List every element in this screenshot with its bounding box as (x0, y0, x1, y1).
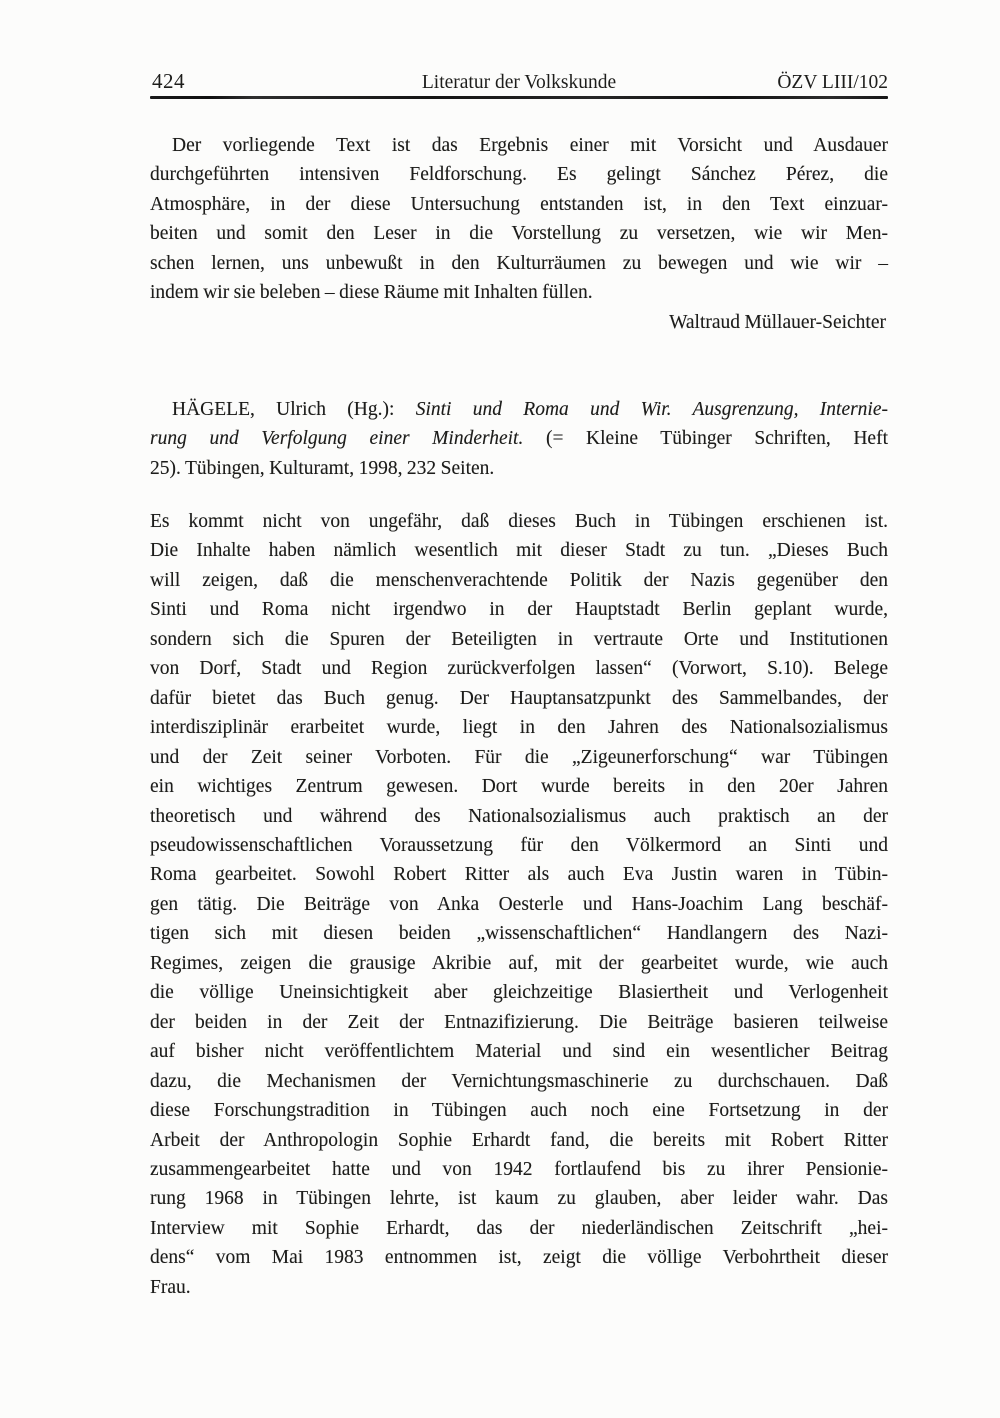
text-line (150, 395, 888, 424)
text-line: beiten und somit den Leser in die Vorstellung zu versetzen, wie wir Men- (150, 223, 888, 245)
text-line: Es kommt nicht von ungefähr, daß dieses Buch in Tübingen erschienen ist. (150, 511, 888, 532)
text-line: Regimes, zeigen die grausige Akribie auf, mit der gearbeitet wurde, wie auch (150, 952, 888, 974)
text-line: der beiden in der Zeit der Entnazifizierung. Die Beiträge basieren teilweise (150, 1011, 888, 1033)
text-line: pseudowissenschaftlichen Voraussetzung für den Völkermord an Sinti und (150, 834, 888, 856)
text-line: die völlige Uneinsichtigkeit aber gleichzeitige Blasiertheit und Verlogenheit (150, 982, 888, 1004)
text-line: indem wir sie beleben – diese Räume mit Inhalten füllen. (150, 282, 593, 304)
page-number: 424 (152, 69, 185, 93)
text-line: diese Forschungstradition in Tübingen auch noch eine Fortsetzung in der (150, 1100, 888, 1122)
citation-author: HÄGELE, Ulrich (Hg.): (172, 399, 416, 420)
citation-series: (= Kleine Tübinger Schriften, Heft (523, 428, 888, 450)
text-line: und der Zeit seiner Vorboten. Für die „Zigeunerforschung“ war Tübingen (150, 746, 888, 768)
text-line: dafür bietet das Buch genug. Der Hauptansatzpunkt des Sammelbandes, der (150, 687, 888, 709)
text-line: auf bisher nicht veröffentlichtem Material und sind ein wesentlicher Beitrag (150, 1041, 888, 1063)
text-line: Interview mit Sophie Erhardt, das der niederländischen Zeitschrift „hei- (150, 1217, 888, 1239)
book-citation (150, 395, 888, 483)
text-line: zusammengearbeitet hatte und von 1942 fortlaufend bis zu ihrer Pensionie- (150, 1158, 888, 1180)
text-line: gen tätig. Die Beiträge von Anka Oesterle und Hans-Joachim Lang beschäf- (150, 893, 888, 915)
text-line: Die Inhalte haben nämlich wesentlich mit dieser Stadt zu tun. „Dieses Buch (150, 540, 888, 562)
text-line: von Dorf, Stadt und Region zurückverfolgen lassen“ (Vorwort, S.10). Belege (150, 658, 888, 680)
text-line: ein wichtiges Zentrum gewesen. Dort wurde bereits in den 20er Jahren (150, 776, 888, 798)
review-body-paragraph (150, 507, 888, 1302)
citation-imprint: 25). Tübingen, Kulturamt, 1998, 232 Seiten. (150, 457, 495, 479)
text-line: Frau. (150, 1276, 191, 1298)
text-line: Der vorliegende Text ist das Ergebnis einer mit Vorsicht und Ausdauer (172, 135, 888, 156)
text-line: tigen sich mit diesen beiden „wissenschaftlichen“ Handlangern des Nazi- (150, 923, 888, 945)
text-line: Atmosphäre, in der diese Untersuchung entstanden ist, in den Text einzuar- (150, 193, 888, 215)
text-line: interdisziplinär erarbeitet wurde, liegt in den Jahren des Nationalsozialismus (150, 717, 888, 739)
text-line (150, 424, 888, 453)
text-line: Sinti und Roma nicht irgendwo in der Hauptstadt Berlin geplant wurde, (150, 599, 888, 621)
text-line: dens“ vom Mai 1983 entnommen ist, zeigt die völlige Verbohrtheit dieser (150, 1247, 888, 1269)
citation-title-part1: Sinti und Roma und Wir. Ausgrenzung, Internie- (415, 399, 888, 420)
header-rule (150, 96, 888, 99)
citation-title-part2: rung und Verfolgung einer Minderheit. (150, 428, 524, 450)
running-title: Literatur der Volkskunde (421, 72, 617, 93)
review-conclusion-paragraph (150, 131, 888, 337)
reviewer-signature: Waltraud Müllauer-Seichter (669, 311, 886, 333)
text-line: Arbeit der Anthropologin Sophie Erhardt fand, die bereits mit Robert Ritter (150, 1129, 888, 1151)
text-line: theoretisch und während des Nationalsozialismus auch praktisch an der (150, 805, 888, 827)
text-line: dazu, die Mechanismen der Vernichtungsmaschinerie zu durchschauen. Daß (150, 1070, 888, 1092)
review-body-lines (150, 507, 888, 1302)
text-line: durchgeführten intensiven Feldforschung. Es gelingt Sánchez Pérez, die (150, 164, 888, 186)
text-line: will zeigen, daß die menschenverachtende Politik der Nazis gegenüber den (150, 569, 888, 591)
text-line: sondern sich die Spuren der Beteiligten in vertraute Orte und Institutionen (150, 628, 888, 650)
review-conclusion-lines (150, 131, 888, 308)
journal-reference: ÖZV LIII/102 (777, 72, 888, 93)
text-line: Roma gearbeitet. Sowohl Robert Ritter als auch Eva Justin waren in Tübin- (150, 864, 888, 886)
page-header (150, 66, 888, 94)
text-line: schen lernen, uns unbewußt in den Kulturräumen zu bewegen und wie wir – (150, 252, 888, 274)
text-line: rung 1968 in Tübingen lehrte, ist kaum zu glauben, aber leider wahr. Das (150, 1188, 888, 1210)
